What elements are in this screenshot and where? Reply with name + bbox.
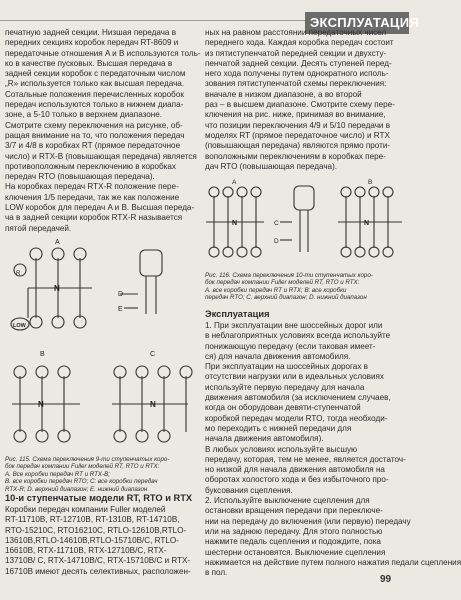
text-line: передаточные отношения A и B используются толь- xyxy=(5,48,201,58)
text-line: зования пятиступенчатой схемы переключения: xyxy=(205,79,387,89)
shifter-lever-116 xyxy=(280,186,314,252)
text-line: передних секциях коробок передач RT-8609 и xyxy=(5,38,179,48)
text-line: Смотрите схему переключения на рисунке, об- xyxy=(5,120,183,130)
text-line: 2. Используйте выключение сцепления для xyxy=(205,496,370,506)
text-line: переднего хода. Каждая коробка передач состоит xyxy=(205,38,394,48)
text-line: дач RTO (повышающая передача). xyxy=(205,161,338,171)
label-d: D xyxy=(118,291,124,298)
text-line: пенчатой задней секции. Десять ступеней перед- xyxy=(205,58,392,68)
text-line: 13610B,RTLO-14610B,RTLO-15710B/C, RTLO- xyxy=(5,535,179,545)
text-line: в неблагоприятных условиях всегда используйте xyxy=(205,331,391,341)
text-line: задней секции коробок с передаточным числом xyxy=(5,69,186,79)
text-line: начала движения автомобиля). xyxy=(205,434,324,444)
header-rule xyxy=(0,20,305,21)
shifter-lever-115 xyxy=(120,250,162,314)
text-line: 3/7 и 4/8 в коробках RT (прямое передаточное xyxy=(5,141,181,151)
text-line: 13710B/ C, RTX-14710B/C, RTX-15710B/C и RTX- xyxy=(5,556,191,566)
diagram-b xyxy=(12,366,80,442)
text-line: зоне, а 5-10 только в верхнем диапазоне. xyxy=(5,110,163,120)
text-line: ключения на рис. ниже, принимая во внимание, xyxy=(205,110,386,120)
text-line: вначале в низком диапазоне, а во второй xyxy=(205,89,362,99)
label-116-d: D xyxy=(274,238,279,245)
text-line: или на заднюю передачу. Для этого полностью xyxy=(205,526,383,536)
text-line: когда он оборудован девяти-ступенчатой xyxy=(205,403,361,413)
label-a: A xyxy=(55,239,60,246)
label-116-n-b: N xyxy=(364,220,370,227)
text-line: отсутствии нагрузки или в идеальных условиях xyxy=(205,372,384,382)
text-line: передачу, которая, тем не менее, является достаточ- xyxy=(205,454,406,464)
text-line: нии на передачу до включения (или первую) передачу xyxy=(205,516,411,526)
text-line: движения автомобиля (за исключением случаев, xyxy=(205,393,391,403)
caption-line: B. все коробки передач RTO; C: все коробки передач xyxy=(5,478,158,486)
caption-line: передач RTO; C. верхний диапазон; D. нижний диапазон xyxy=(205,294,367,302)
figure-115-shift-diagrams xyxy=(0,236,205,456)
text-line: понижающую передачу (если таковая имеет- xyxy=(205,341,376,351)
label-n-b: N xyxy=(38,400,44,409)
label-116-b: B xyxy=(368,179,373,186)
text-line: используйте первую передачу для начала xyxy=(205,382,365,392)
text-line: При эксплуатации на шоссейных дорогах в xyxy=(205,362,368,372)
label-e: E xyxy=(118,306,123,313)
text-line: RTO-15210C, RTO16210C, RTLO-12610B,RTLO- xyxy=(5,525,187,535)
text-line: 16710B имеют десять селективных, расположен- xyxy=(5,566,191,576)
caption-line: A. все коробки передач RT и RTX; B: все коробки xyxy=(205,286,347,294)
text-line: что позиции переключения 4/9 и 5/10 передачи в xyxy=(205,120,391,130)
caption-line: Рис. 116. Схема переключения 10-ти ступенчатых коро- xyxy=(205,272,373,279)
left-column-top-text xyxy=(5,28,200,234)
text-line: буксования сцепления. xyxy=(205,485,293,495)
text-line: раз – в высшем диапазоне. Смотрите схему пере- xyxy=(205,100,395,110)
left-section-heading: 10-и ступенчатые модели RT, RTO и RTX xyxy=(5,493,193,503)
caption-line: A. Все коробки передач RT и RTX-B; xyxy=(5,470,110,478)
label-n-a: N xyxy=(54,284,60,293)
label-116-c: C xyxy=(274,220,279,227)
text-line: нажмите педаль сцепления и подождите, пока xyxy=(205,537,381,547)
text-line: шестерни остановятся. Выключение сцепления xyxy=(205,547,386,557)
text-line: RT-11710B, RT-12710B, RT-1310B, RT-14710B, xyxy=(5,515,180,525)
label-n-c: N xyxy=(150,400,156,409)
text-line: В любых условиях используйте высшую xyxy=(205,444,358,454)
text-line: Сотальные положения перечисленных коробок xyxy=(5,89,184,99)
figure-115-caption xyxy=(5,456,200,493)
section-header-title: ЭКСПЛУАТАЦИЯ xyxy=(310,15,420,30)
text-line: печатную задней секции. Низшая передача в xyxy=(5,28,177,37)
text-line: 16610B, RTX-11710B, RTX-12710B/C, RTX- xyxy=(5,546,167,556)
left-column-bottom-text xyxy=(5,505,200,577)
text-line: ращая внимание на то, что положения передач xyxy=(5,130,185,140)
text-line: пятой передачей. xyxy=(5,223,72,233)
caption-line: бок передач компании Fuller моделей RT, RTO и RTX: xyxy=(5,463,160,471)
caption-line: бок передач компании Fuller моделей RT, RTO и RTX: xyxy=(205,279,360,287)
text-line: из пятиступенчатой передней секции и двухсту- xyxy=(205,48,387,58)
text-line: передач RTO (повышающая передача). xyxy=(5,172,155,182)
text-line: мо переходить с нижней передачи для xyxy=(205,423,352,433)
text-line: число) и RTX-B (повышающая передача) является xyxy=(5,151,197,161)
page-number: 99 xyxy=(380,574,392,585)
figure-116-shift-diagrams xyxy=(202,178,407,270)
text-line: коробкой передач модели RTO, тогда необходи- xyxy=(205,413,388,423)
diagram-a xyxy=(11,248,92,330)
text-line: LOW коробок для передач A и B. Высшая переда- xyxy=(5,203,195,213)
text-line: (повышающая передача) являются прямо проти- xyxy=(205,141,391,151)
text-line: Коробки передач компании Fuller моделей xyxy=(5,505,166,514)
text-line: остановки вращения передачи при переключе- xyxy=(205,506,383,516)
right-section-heading: Эксплуатация xyxy=(205,309,270,319)
text-line: но низкой для начала движения автомобиля на xyxy=(205,465,385,475)
text-line: противоположным переключению в коробках xyxy=(5,161,176,171)
text-line: ко в качестве пусковых. Высшая передача в xyxy=(5,58,173,68)
label-c: C xyxy=(150,351,156,358)
text-line: ча в задней секции коробок RTX-R называется xyxy=(5,213,183,223)
caption-line: Рис. 115. Схема переключения 9-ти ступенчатых коро- xyxy=(5,456,170,463)
label-116-n-a: N xyxy=(232,220,238,227)
text-line: ных на равном расстоянии передаточных чисел xyxy=(205,28,387,37)
caption-line: RTX-R; D. верхний диапазон; E. нижний диапазон xyxy=(5,485,148,493)
figure-116-caption xyxy=(205,272,405,302)
text-line: нажимается на действие путем полного нажатия педали сцепления xyxy=(205,557,461,567)
label-r: R xyxy=(16,271,21,277)
text-line: воположными переключениям в коробках пере- xyxy=(205,151,386,161)
diagram-116-b xyxy=(338,187,402,257)
text-line: него хода получены путем однократного исполь- xyxy=(205,69,389,79)
label-b: B xyxy=(40,351,45,358)
right-column-bottom-text xyxy=(205,321,461,578)
text-line: в пол. xyxy=(205,568,228,578)
text-line: 1. При эксплуатации вне шоссейных дорог или xyxy=(205,321,383,330)
text-line: „R» используется только как высшая передача. xyxy=(5,79,185,89)
label-low: LOW xyxy=(13,323,26,329)
text-line: передач используются только в нижнем диапа- xyxy=(5,100,184,110)
text-line: моделях RT (прямое передаточное число) и RTX xyxy=(205,130,390,140)
label-116-a: A xyxy=(232,179,237,186)
right-column-top-text xyxy=(205,28,405,172)
text-line: оборотах холостого хода и без избыточного про- xyxy=(205,475,389,485)
text-line: На коробках передач RTX-R положение пере- xyxy=(5,182,179,192)
text-line: ключения 1/5 передачи, так же как положение xyxy=(5,192,180,202)
text-line: ся) для начала движения автомобиля. xyxy=(205,351,351,361)
